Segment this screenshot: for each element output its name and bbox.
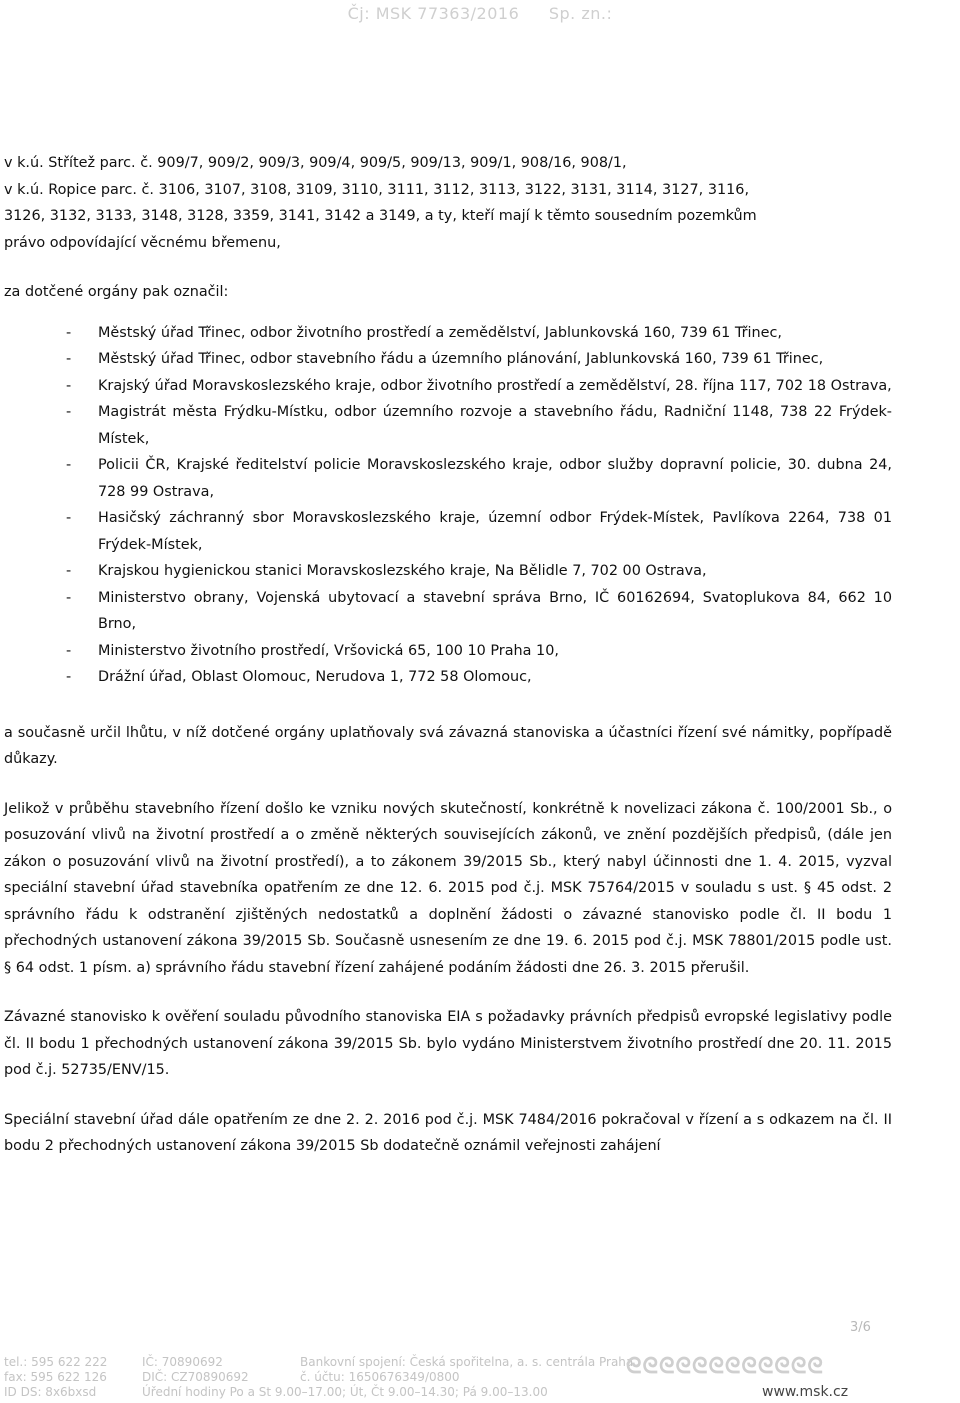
- footer-ic: IČ: 70890692: [142, 1355, 223, 1369]
- parcels-line-3: 3126, 3132, 3133, 3148, 3128, 3359, 3141, 3142 a 3149, a ty, kteří mají k těmto sousedním pozemkům: [4, 208, 757, 224]
- footer-website: www.msk.cz: [762, 1384, 849, 1400]
- list-item: - Ministerstvo obrany, Vojenská ubytovací a stavební správa Brno, IČ 60162694, Svatoplukova 84, 662 10 Brno,: [66, 589, 892, 632]
- footer-data-box: ID DS: 8x6bxsd: [4, 1385, 97, 1399]
- recipients-list: [4, 320, 892, 691]
- parcels-line-2: v k.ú. Ropice parc. č. 3106, 3107, 3108, 3109, 3110, 3111, 3112, 3113, 3122, 3131, 3114, 3127, 3116,: [4, 181, 750, 198]
- list-item: - Magistrát města Frýdku-Místku, odbor územního rozvoje a stavebního řádu, Radniční 1148, 738 22 Frýdek-Místek,: [66, 404, 892, 447]
- list-item: - Krajskou hygienickou stanici Moravskoslezského kraje, Na Bělidle 7, 702 00 Ostrava,: [66, 563, 707, 579]
- list-item: - Ministerstvo životního prostředí, Vršovická 65, 100 10 Praha 10,: [66, 642, 559, 659]
- list-item: - Drážní úřad, Oblast Olomouc, Nerudova 1, 772 58 Olomouc,: [66, 669, 532, 685]
- reference-number: Čj: MSK 77363/2016: [347, 4, 520, 23]
- parcels-block: [4, 150, 892, 256]
- paragraph-eia-opinion: Závazné stanovisko k ověření souladu původního stanoviska EIA s požadavky právních předpisů evropské legislativy podle čl. II bodu 1 přechodných ustanovení zákona 39/2015 Sb. bylo vydáno Ministerstvem životního prostředí dne 20. 11. 2015 pod č.j. 52735/ENV/15.: [4, 1009, 892, 1078]
- footer-account: č. účtu: 1650676349/0800: [300, 1370, 460, 1384]
- msk-logo: ᘓᘓᘓᘓᘓᘓᘓᘓᘓᘓᘓᘓ: [626, 1355, 824, 1379]
- document-body: [4, 150, 892, 1160]
- page-number: 3/6: [850, 1320, 871, 1335]
- document-footer: [4, 1355, 956, 1399]
- list-item: - Městský úřad Třinec, odbor stavebního řádu a územního plánování, Jablunkovská 160, 739 61 Třinec,: [66, 351, 824, 367]
- footer-fax: fax: 595 622 126: [4, 1370, 107, 1384]
- footer-phone: tel.: 595 622 222: [4, 1355, 108, 1369]
- footer-office-hours: Úřední hodiny Po a St 9.00–17.00; Út, Čt 9.00–14.30; Pá 9.00–13.00: [142, 1385, 548, 1399]
- file-mark: Sp. zn.:: [548, 4, 613, 23]
- parcels-line-4: právo odpovídající věcnému břemenu,: [4, 234, 281, 251]
- footer-bank: Bankovní spojení: Česká spořitelna, a. s. centrála Praha: [300, 1355, 634, 1369]
- list-item: - Policii ČR, Krajské ředitelství policie Moravskoslezského kraje, odbor služby dopravní policie, 30. dubna 24, 728 99 Ostrava,: [66, 457, 892, 500]
- paragraph-continuation: Speciální stavební úřad dále opatřením ze dne 2. 2. 2016 pod č.j. MSK 7484/2016 pokračoval v řízení a s odkazem na čl. II bodu 2 přechodných ustanovení zákona 39/2015 Sb dodatečně oznámil veřejnosti zahájení: [4, 1111, 892, 1154]
- list-item: - Hasičský záchranný sbor Moravskoslezského kraje, územní odbor Frýdek-Místek, Pavlíkova 2264, 738 01 Frýdek-Místek,: [66, 510, 892, 553]
- list-item: - Krajský úřad Moravskoslezského kraje, odbor životního prostředí a zemědělství, 28. října 117, 702 18 Ostrava,: [66, 377, 892, 394]
- paragraph-deadline: a současně určil lhůtu, v níž dotčené orgány uplatňovaly svá závazná stanoviska a účastníci řízení své námitky, popřípadě důkazy.: [4, 724, 892, 767]
- document-header: [0, 4, 960, 23]
- footer-dic: DIČ: CZ70890692: [142, 1370, 249, 1384]
- recipients-intro: za dotčené orgány pak označil:: [4, 284, 229, 300]
- parcels-line-1: v k.ú. Střítež parc. č. 909/7, 909/2, 909/3, 909/4, 909/5, 909/13, 909/1, 908/16, 908/1,: [4, 155, 627, 171]
- list-item: - Městský úřad Třinec, odbor životního prostředí a zemědělství, Jablunkovská 160, 739 61 Třinec,: [66, 324, 782, 341]
- paragraph-new-facts: Jelikož v průběhu stavebního řízení došlo ke vzniku nových skutečností, konkrétně k novelizaci zákona č. 100/2001 Sb., o posuzování vlivů na životní prostředí a o změně některých souvisejících zákonů, ve znění pozdějších předpisů, (dále jen zákon o posuzování vlivů na životní prostředí), a to zákonem 39/2015 Sb., který nabyl účinnosti dne 1. 4. 2015, vyzval speciální stavební úřad stavebníka opatřením ze dne 12. 6. 2015 pod č.j. MSK 75764/2015 v souladu s ust. § 45 odst. 2 správního řádu k odstranění zjištěných nedostatků a doplnění žádosti o závazné stanovisko podle čl. II bodu 1 přechodných ustanovení zákona 39/2015 Sb. Současně usnesením ze dne 19. 6. 2015 pod č.j. MSK 78801/2015 podle ust. § 64 odst. 1 písm. a) správního řádu stavební řízení zahájené podáním žádosti dne 26. 3. 2015 přerušil.: [4, 800, 892, 976]
